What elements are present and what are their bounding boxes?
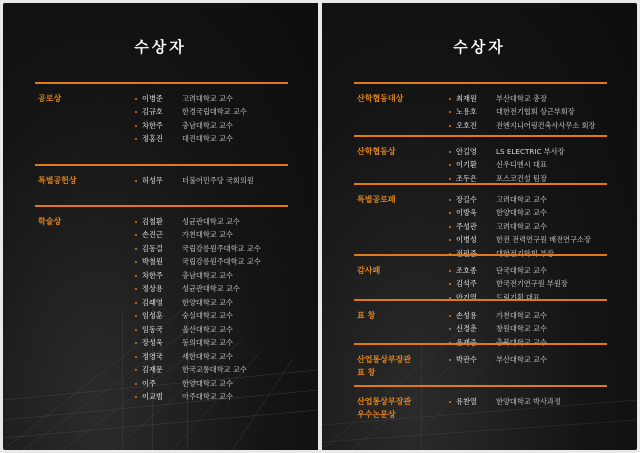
awardee-row: 김래영 한양대학교 교수 [135, 296, 261, 310]
awardee-row: 허성무 더불어민주당 국회의원 [135, 174, 254, 188]
awardee-row: 김철환 성균관대학교 교수 [135, 215, 261, 229]
awardee-row: 정상용 성균관대학교 교수 [135, 283, 261, 297]
bullet-icon [135, 396, 137, 398]
section-minister-commendation [354, 343, 607, 385]
awardee-row: 정영국 세한대학교 교수 [135, 350, 261, 364]
section-commendation [354, 299, 607, 346]
awardee-row: 차한주 충남대학교 교수 [135, 269, 261, 283]
bullet-icon [449, 111, 451, 113]
section-minister-best-paper-award [354, 385, 607, 427]
bullet-icon [449, 178, 451, 180]
awardee-row: 박관수 부산대학교 교수 [449, 353, 547, 367]
bullet-icon [135, 180, 137, 182]
booklet-spread [3, 3, 637, 450]
bullet-icon [449, 283, 451, 285]
awardee-row: 장성욱 동의대학교 교수 [135, 337, 261, 351]
awardee-row: 조호종 단국대학교 교수 [449, 264, 568, 278]
section-appreciation-plaque [354, 254, 607, 301]
right-page [322, 3, 637, 450]
bullet-icon [135, 275, 137, 277]
bullet-icon [449, 98, 451, 100]
bullet-icon [449, 212, 451, 214]
awardee-list [449, 145, 565, 186]
awardee-row: 손성용 가천대학교 교수 [449, 309, 547, 323]
bullet-icon [449, 164, 451, 166]
section-industry-academia-grand-award [354, 82, 607, 134]
left-page-title: 수상자 [134, 38, 187, 56]
section-title: 산업통상부장관 우수논문상 [357, 397, 412, 419]
bullet-icon [135, 234, 137, 236]
section-special-contribution-award [35, 164, 288, 196]
awardee-list [135, 215, 261, 404]
awardee-row: 안길영 LS ELECTRIC 부사장 [449, 145, 565, 159]
awardee-list [449, 92, 596, 133]
section-academic-award [35, 205, 288, 407]
awardee-row: 김규호 한경국립대학교 교수 [135, 106, 247, 120]
bullet-icon [449, 401, 451, 403]
awardee-row: 전필준 대한전기학회 부장 [449, 247, 591, 261]
bullet-icon [135, 369, 137, 371]
awardee-list [449, 395, 561, 409]
bullet-icon [135, 138, 137, 140]
bullet-icon [135, 356, 137, 358]
bullet-icon [449, 359, 451, 361]
awardee-row: 신경춘 창원대학교 교수 [449, 323, 547, 337]
awardee-row: 유찬열 한양대학교 박사과정 [449, 395, 561, 409]
bullet-icon [449, 328, 451, 330]
awardee-row: 박철원 국립강릉원주대학교 교수 [135, 256, 261, 270]
awardee-row: 김석주 한국전기연구원 부원장 [449, 278, 568, 292]
bullet-icon [135, 111, 137, 113]
awardee-row: 최재원 부산대학교 총장 [449, 92, 596, 106]
bullet-icon [135, 302, 137, 304]
section-title: 표 창 [357, 311, 376, 320]
awardee-row: 장길수 고려대학교 교수 [449, 193, 591, 207]
awardee-row: 안기열 드림기획 대표 [449, 291, 568, 305]
awardee-row: 이병성 한전 전력연구원 배전연구소장 [449, 234, 591, 248]
bullet-icon [135, 315, 137, 317]
section-title: 특별공헌상 [38, 176, 77, 185]
awardee-row: 이병준 고려대학교 교수 [135, 92, 247, 106]
section-title: 산학협동상 [357, 147, 396, 156]
section-title: 감사패 [357, 266, 381, 275]
bullet-icon [449, 270, 451, 272]
bullet-icon [449, 226, 451, 228]
bullet-icon [135, 342, 137, 344]
awardee-row: 이방욱 한양대학교 교수 [449, 207, 591, 221]
bullet-icon [449, 199, 451, 201]
awardee-row: 임동국 울산대학교 교수 [135, 323, 261, 337]
bullet-icon [449, 125, 451, 127]
left-page [3, 3, 318, 450]
awardee-row: 이주 한양대학교 교수 [135, 377, 261, 391]
awardee-list [449, 193, 591, 261]
awardee-row: 정홍진 대진대학교 교수 [135, 133, 247, 147]
awardee-list [135, 92, 247, 146]
bullet-icon [449, 151, 451, 153]
section-title: 산학협동대상 [357, 94, 404, 103]
bullet-icon [449, 239, 451, 241]
bullet-icon [135, 248, 137, 250]
awardee-row: 주성관 고려대학교 교수 [449, 220, 591, 234]
awardee-row: 이교범 아주대학교 교수 [135, 391, 261, 405]
awardee-list [449, 353, 547, 367]
awardee-row: 이기환 신우디엔시 대표 [449, 159, 565, 173]
awardee-row: 차한주 충남대학교 교수 [135, 119, 247, 133]
awardee-row: 김동걸 국립강릉원주대학교 교수 [135, 242, 261, 256]
section-title: 공로상 [38, 94, 62, 103]
section-industry-academia-award [354, 135, 607, 183]
section-merit-award [35, 82, 288, 163]
section-title: 학술상 [38, 217, 62, 226]
bullet-icon [449, 315, 451, 317]
awardee-list [135, 174, 254, 188]
awardee-row: 임성훈 숭실대학교 교수 [135, 310, 261, 324]
awardee-row: 노용호 대한전기협회 상근부회장 [449, 106, 596, 120]
bullet-icon [135, 383, 137, 385]
awardee-row: 윤재중 충북대학교 교수 [449, 336, 547, 350]
awardee-row: 김재문 한국교통대학교 교수 [135, 364, 261, 378]
bullet-icon [135, 329, 137, 331]
awardee-row: 조두은 포스코건설 팀장 [449, 172, 565, 186]
bullet-icon [135, 125, 137, 127]
bullet-icon [135, 288, 137, 290]
awardee-row: 오호진 전엔지니어링건축사사무소 회장 [449, 119, 596, 133]
awardee-row: 손진근 가천대학교 교수 [135, 229, 261, 243]
bullet-icon [135, 261, 137, 263]
right-page-title: 수상자 [453, 38, 506, 56]
section-title: 특별공로패 [357, 195, 396, 204]
bullet-icon [135, 98, 137, 100]
section-title: 산업통상부장관 표 창 [357, 355, 412, 377]
bullet-icon [135, 221, 137, 223]
section-special-merit-plaque [354, 183, 607, 257]
